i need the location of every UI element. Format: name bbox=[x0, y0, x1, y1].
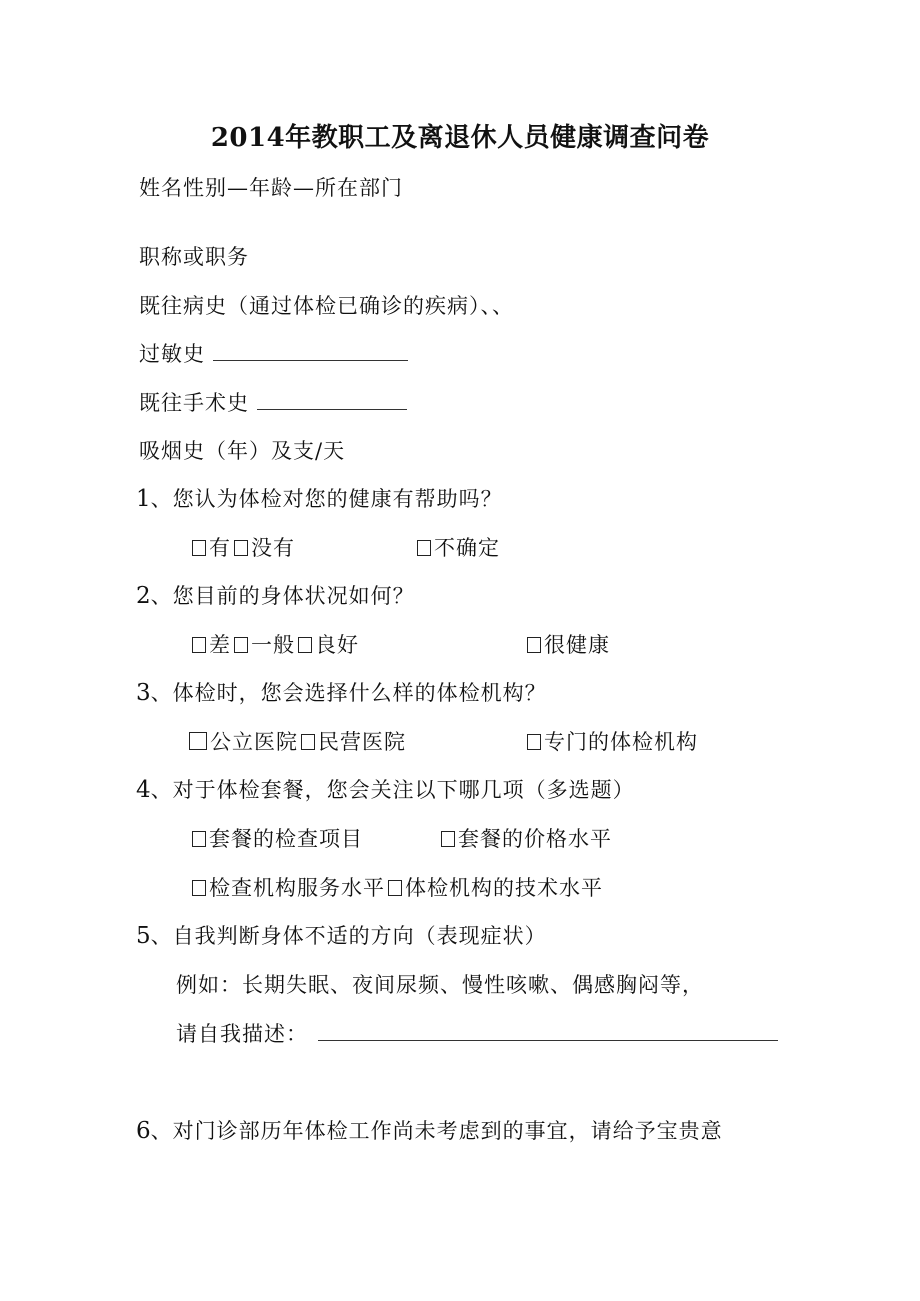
q5-describe-line bbox=[176, 1020, 778, 1048]
medical-history-line: 既往病史（通过体检已确诊的疾病）、、 bbox=[139, 294, 514, 318]
option-label: 套餐的检查项目 bbox=[209, 827, 363, 851]
question-number: 2 bbox=[136, 583, 151, 609]
option-label: 良好 bbox=[315, 633, 359, 657]
checkbox-icon[interactable] bbox=[527, 637, 541, 653]
checkbox-icon[interactable] bbox=[234, 540, 248, 556]
surgery-history-line bbox=[139, 389, 407, 417]
q2-options-left[interactable] bbox=[192, 631, 359, 659]
allergy-history-blank[interactable] bbox=[213, 340, 408, 361]
checkbox-icon[interactable] bbox=[301, 734, 315, 750]
q3-options-left[interactable] bbox=[189, 728, 406, 756]
q4-option-1[interactable] bbox=[192, 825, 363, 853]
option-label: 一般 bbox=[251, 633, 295, 657]
q1-option-1[interactable] bbox=[192, 534, 295, 562]
checkbox-icon[interactable] bbox=[234, 637, 248, 653]
option-label: 体检机构的技术水平 bbox=[405, 876, 603, 900]
checkbox-icon[interactable] bbox=[388, 880, 402, 896]
question-text: 、您认为体检对您的健康有帮助吗？ bbox=[150, 487, 503, 511]
option-label: 不确定 bbox=[434, 536, 500, 560]
option-label: 公立医院 bbox=[210, 730, 298, 754]
question-text: 、对门诊部历年体检工作尚未考虑到的事宜，请给予宝贵意 bbox=[150, 1119, 723, 1143]
q1-option-3[interactable] bbox=[417, 534, 500, 562]
question-number: 3 bbox=[136, 680, 151, 706]
allergy-history-label: 过敏史 bbox=[139, 342, 205, 366]
q4-option-2[interactable] bbox=[441, 825, 612, 853]
q5-describe-label: 请自我描述： bbox=[176, 1022, 308, 1046]
smoking-history-line: 吸烟史（年）及支/天 bbox=[139, 439, 346, 463]
option-label: 有 bbox=[209, 536, 231, 560]
question-3 bbox=[136, 679, 547, 707]
page-title: 2014年教职工及离退休人员健康调查问卷 bbox=[210, 123, 710, 153]
option-label: 很健康 bbox=[544, 633, 610, 657]
checkbox-icon[interactable] bbox=[527, 734, 541, 750]
checkbox-icon[interactable] bbox=[298, 637, 312, 653]
question-number: 5 bbox=[136, 923, 151, 949]
checkbox-icon[interactable] bbox=[192, 880, 206, 896]
option-label: 检查机构服务水平 bbox=[209, 876, 385, 900]
question-text: 、体检时，您会选择什么样的体检机构？ bbox=[150, 681, 547, 705]
question-number: 4 bbox=[136, 777, 151, 803]
checkbox-icon[interactable] bbox=[417, 540, 431, 556]
checkbox-icon[interactable] bbox=[189, 732, 207, 750]
q3-option-3[interactable] bbox=[527, 728, 698, 756]
question-5 bbox=[136, 922, 547, 950]
checkbox-icon[interactable] bbox=[192, 831, 206, 847]
q5-describe-blank[interactable] bbox=[318, 1020, 778, 1041]
option-label: 没有 bbox=[251, 536, 295, 560]
question-2 bbox=[136, 582, 415, 610]
option-label: 差 bbox=[209, 633, 231, 657]
question-text: 、您目前的身体状况如何？ bbox=[150, 584, 415, 608]
checkbox-icon[interactable] bbox=[192, 637, 206, 653]
checkbox-icon[interactable] bbox=[192, 540, 206, 556]
question-text: 、对于体检套餐，您会关注以下哪几项（多选题） bbox=[150, 778, 635, 802]
surgery-history-blank[interactable] bbox=[257, 389, 407, 410]
option-label: 套餐的价格水平 bbox=[458, 827, 612, 851]
basic-info-line: 姓名性别—年龄—所在部门 bbox=[139, 176, 403, 200]
question-number: 6 bbox=[136, 1118, 151, 1144]
q5-example: 例如：长期失眠、夜间尿频、慢性咳嗽、偶感胸闷等， bbox=[176, 973, 704, 997]
question-number: 1 bbox=[136, 486, 151, 512]
surgery-history-label: 既往手术史 bbox=[139, 391, 249, 415]
question-6 bbox=[136, 1117, 723, 1145]
job-title-line: 职称或职务 bbox=[139, 245, 249, 269]
checkbox-icon[interactable] bbox=[441, 831, 455, 847]
option-label: 专门的体检机构 bbox=[544, 730, 698, 754]
question-4 bbox=[136, 776, 635, 804]
question-1 bbox=[136, 485, 503, 513]
question-text: 、自我判断身体不适的方向（表现症状） bbox=[150, 924, 547, 948]
allergy-history-line bbox=[139, 340, 408, 368]
q2-option-4[interactable] bbox=[527, 631, 610, 659]
option-label: 民营医院 bbox=[318, 730, 406, 754]
q4-options-row2[interactable] bbox=[192, 874, 603, 902]
